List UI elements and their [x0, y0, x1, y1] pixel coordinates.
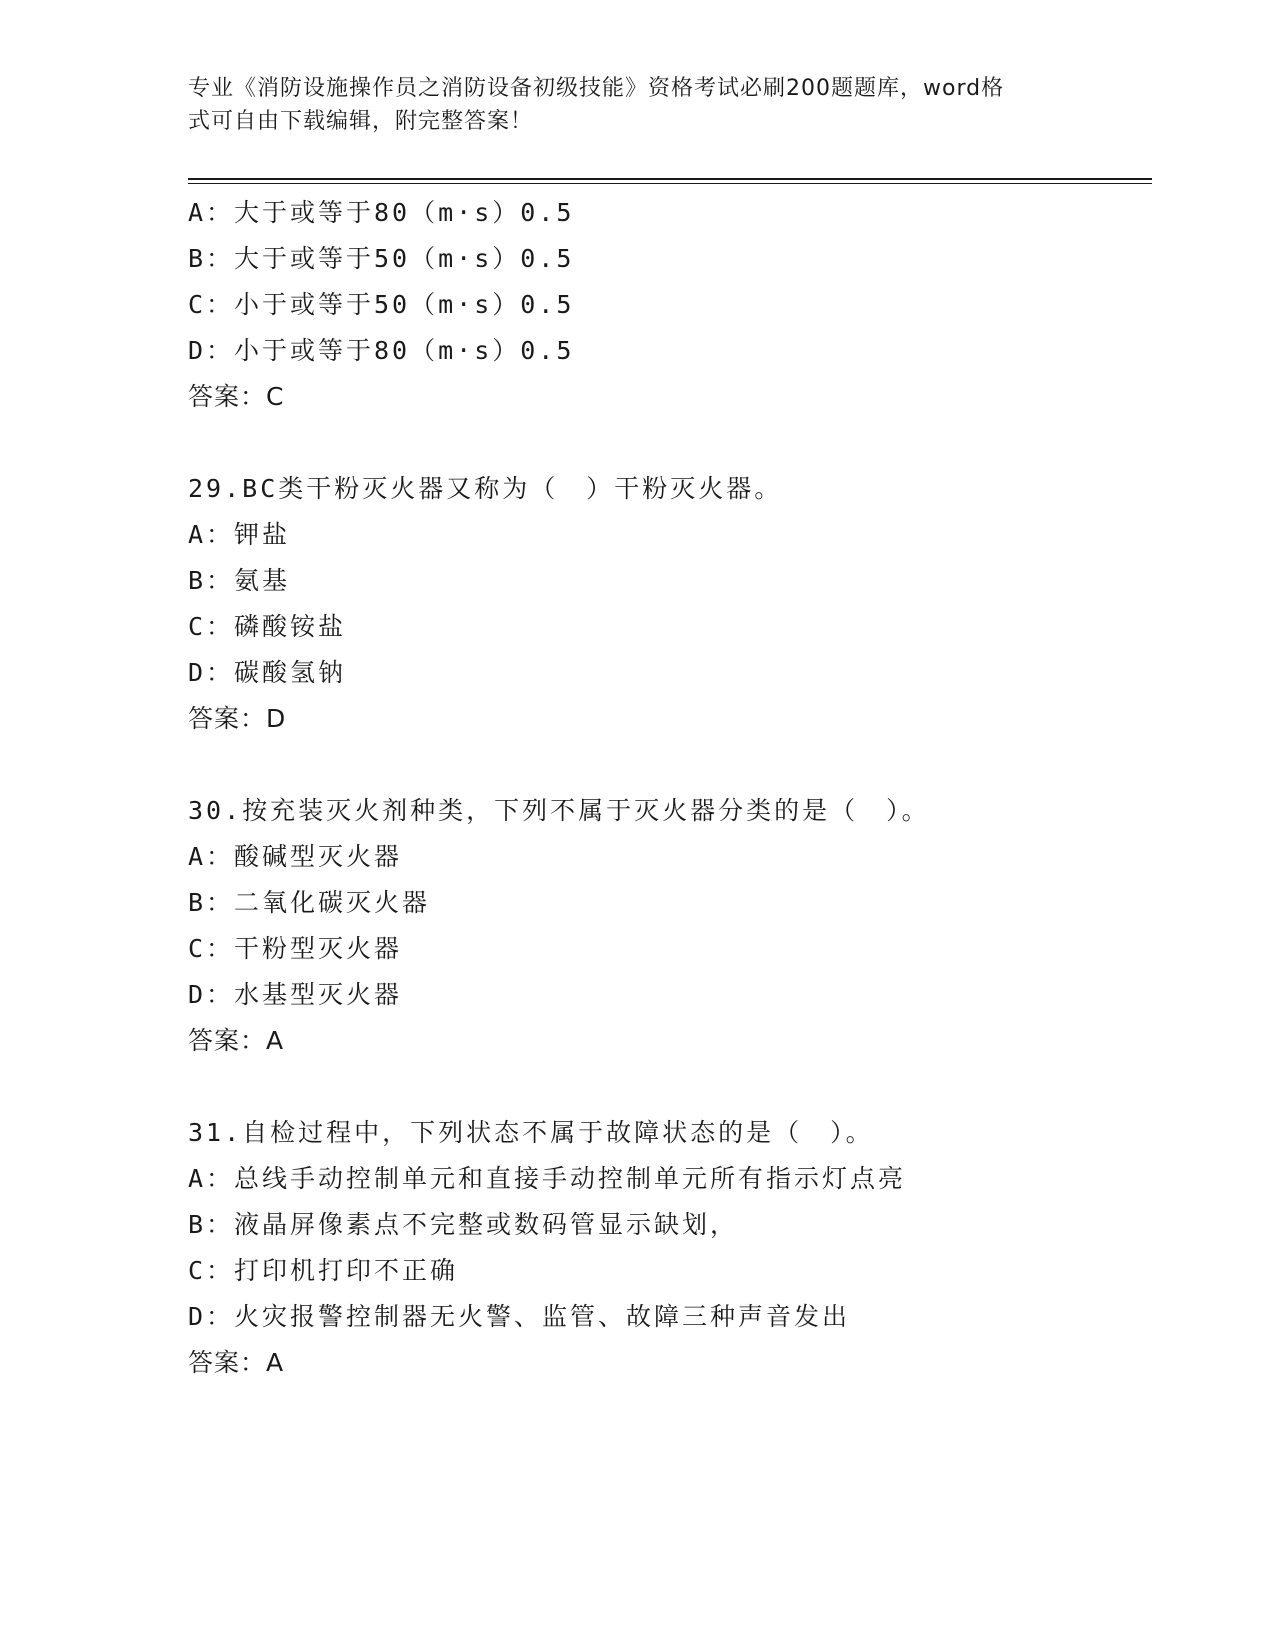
header-divider-thin	[188, 183, 1152, 184]
option-key: C：	[188, 612, 235, 641]
option-text: 钾盐	[234, 520, 291, 549]
document-header	[188, 72, 1078, 138]
question-text: 30.按充装灭火剂种类，下列不属于灭火器分类的是（ ）。	[188, 796, 930, 825]
header-line-2: 式可自由下载编辑，附完整答案！	[188, 109, 534, 134]
header-divider-thick	[188, 178, 1152, 180]
option-a	[188, 834, 1152, 880]
option-key: D：	[188, 336, 235, 365]
option-text: 酸碱型灭火器	[234, 842, 403, 871]
option-text: 火灾报警控制器无火警、监管、故障三种声音发出	[234, 1302, 851, 1331]
question-text: 31.自检过程中，下列状态不属于故障状态的是（ ）。	[188, 1118, 874, 1147]
spacer	[188, 420, 1152, 466]
answer: 答案：A	[188, 1026, 285, 1055]
question-30	[188, 788, 1152, 1064]
spacer	[188, 1064, 1152, 1110]
option-text: 氨基	[234, 566, 291, 595]
option-c	[188, 604, 1152, 650]
option-a	[188, 1156, 1152, 1202]
option-text: 打印机打印不正确	[234, 1256, 459, 1285]
option-text: 大于或等于80（m·s）0.5	[234, 198, 575, 227]
option-key: A：	[188, 842, 235, 871]
option-key: B：	[188, 566, 235, 595]
option-key: D：	[188, 658, 235, 687]
option-text: 二氧化碳灭火器	[234, 888, 431, 917]
option-text: 大于或等于50（m·s）0.5	[234, 244, 575, 273]
option-key: C：	[188, 1256, 235, 1285]
answer: 答案：A	[188, 1348, 285, 1377]
option-d	[188, 650, 1152, 696]
option-key: A：	[188, 1164, 235, 1193]
option-b	[188, 1202, 1152, 1248]
option-key: D：	[188, 1302, 235, 1331]
spacer	[188, 742, 1152, 788]
option-c	[188, 282, 1152, 328]
option-text: 碳酸氢钠	[234, 658, 347, 687]
question-28	[188, 190, 1152, 420]
option-a	[188, 512, 1152, 558]
option-text: 水基型灭火器	[234, 980, 403, 1009]
option-key: C：	[188, 934, 235, 963]
option-c	[188, 1248, 1152, 1294]
option-key: B：	[188, 888, 235, 917]
option-key: D：	[188, 980, 235, 1009]
option-b	[188, 558, 1152, 604]
option-text: 小于或等于50（m·s）0.5	[234, 290, 575, 319]
option-text: 干粉型灭火器	[234, 934, 403, 963]
option-d	[188, 328, 1152, 374]
option-text: 小于或等于80（m·s）0.5	[234, 336, 575, 365]
option-key: C：	[188, 290, 235, 319]
option-text: 液晶屏像素点不完整或数码管显示缺划，	[234, 1210, 739, 1239]
header-line-1: 专业《消防设施操作员之消防设备初级技能》资格考试必刷200题题库，word格	[188, 76, 1005, 101]
question-31	[188, 1110, 1152, 1386]
option-text: 总线手动控制单元和直接手动控制单元所有指示灯点亮	[234, 1164, 907, 1193]
question-text: 29.BC类干粉灭火器又称为（ ）干粉灭火器。	[188, 474, 783, 503]
option-b	[188, 880, 1152, 926]
option-key: B：	[188, 1210, 235, 1239]
option-key: A：	[188, 520, 235, 549]
option-d	[188, 1294, 1152, 1340]
answer: 答案：C	[188, 382, 285, 411]
question-29	[188, 466, 1152, 742]
option-key: B：	[188, 244, 235, 273]
question-list	[188, 190, 1152, 1386]
answer: 答案：D	[188, 704, 287, 733]
option-text: 磷酸铵盐	[234, 612, 347, 641]
option-d	[188, 972, 1152, 1018]
option-c	[188, 926, 1152, 972]
option-key: A：	[188, 198, 235, 227]
option-a	[188, 190, 1152, 236]
option-b	[188, 236, 1152, 282]
